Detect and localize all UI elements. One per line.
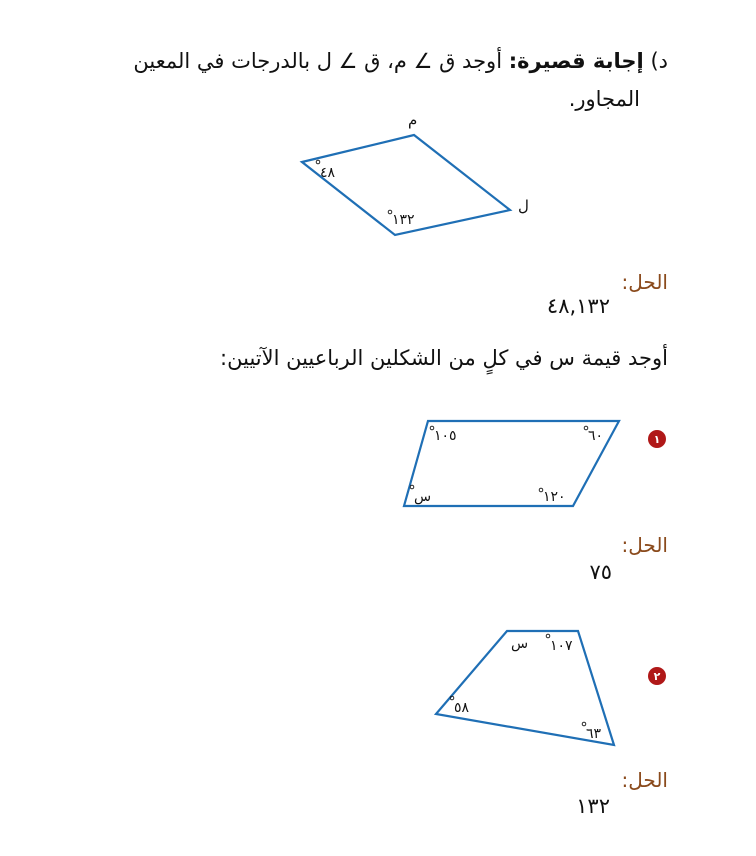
problem1-angle-x: س — [414, 489, 432, 505]
problem2-solution-value: ١٣٢ — [576, 794, 610, 818]
problem1-solution-label: الحل: — [621, 533, 668, 557]
quadrilaterals-prompt: أوجد قيمة س في كلٍ من الشكلين الرباعيين الآتيين: — [220, 346, 668, 370]
problem2-angle-58: ٥٨ — [454, 700, 470, 716]
rhombus-angle-132: ١٣٢ — [392, 212, 415, 228]
problem1-number-badge: ١ — [648, 430, 666, 448]
degree-mark — [582, 722, 586, 726]
question-d-line1: أوجد ق ∠ م، ق ∠ ل بالدرجات في المعين — [133, 49, 503, 73]
problem2-number-badge: ٢ — [648, 667, 666, 685]
problem1-angle-120: ١٢٠ — [543, 489, 566, 505]
problem1-angle-105: ١٠٥ — [434, 428, 457, 444]
problem2-angle-63: ٦٣ — [586, 726, 602, 742]
question-d-line2: المجاور. — [568, 87, 640, 111]
problem1-solution-value: ٧٥ — [589, 560, 612, 584]
question-d-letter: د) — [650, 49, 668, 73]
problem2-angle-107: ١٠٧ — [550, 638, 573, 654]
question-d-bold-label: إجابة قصيرة: — [508, 49, 644, 73]
rhombus-figure — [302, 111, 529, 235]
problem2-solution-label: الحل: — [621, 768, 668, 792]
rhombus-angle-48: ٤٨ — [320, 165, 336, 181]
problem2-figure — [436, 631, 614, 745]
solution-d-label: الحل: — [621, 270, 668, 294]
solution-d-value: ٤٨,١٣٢ — [546, 294, 610, 318]
degree-mark — [410, 485, 414, 489]
problem1-figure — [404, 421, 619, 506]
problem1-angle-60: ٦٠ — [588, 428, 604, 444]
rhombus-vertex-m: م — [408, 111, 418, 129]
degree-mark — [316, 160, 320, 164]
degree-mark — [546, 634, 550, 638]
problem2-angle-x: س — [511, 636, 529, 652]
rhombus-vertex-l: ل — [518, 197, 529, 215]
